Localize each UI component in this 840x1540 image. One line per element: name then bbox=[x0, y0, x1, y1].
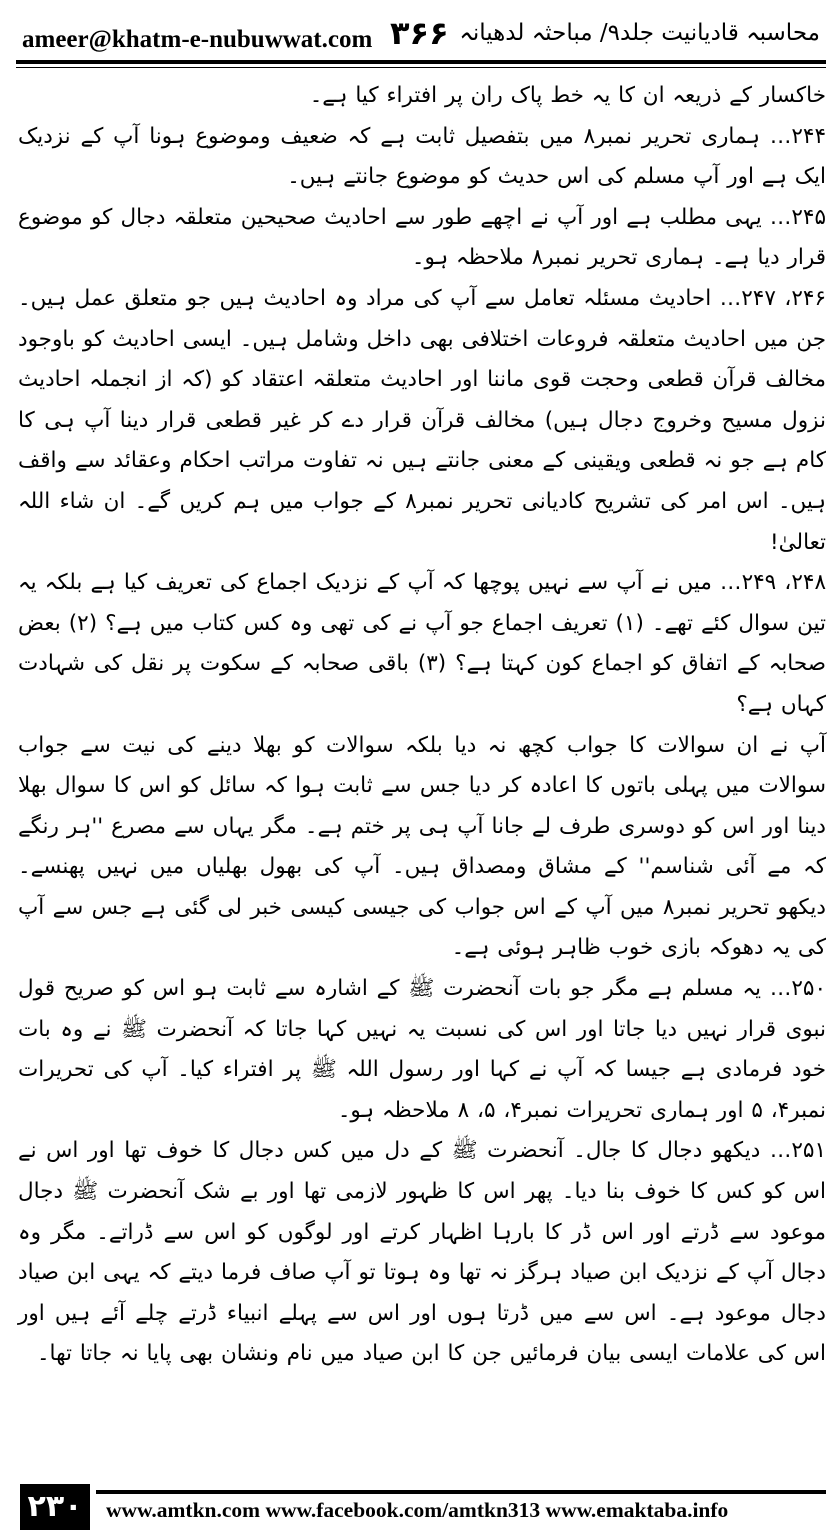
header-email[interactable]: ameer@khatm-e-nubuwwat.com bbox=[22, 26, 373, 53]
paragraph-248-249: ۲۴۸، ۲۴۹… میں نے آپ سے نہیں پوچھا کہ آپ کے نزدیک اجماع کی تعریف کیا ہے بلکہ یہ تین سوال کئے تھے۔ (۱) تعریف اجماع جو آپ نے کی تھی وہ کس کتاب میں ہے؟ (۲) بعض صحابہ کے اتفاق کو اجماع کون کہتا ہے؟ (۳) باقی صحابہ کے سکوت پر نقل کی شہادت کہاں ہے؟ bbox=[18, 570, 826, 717]
footer-rule bbox=[96, 1490, 826, 1494]
page-body bbox=[18, 76, 826, 1446]
paragraph-reply: آپ نے ان سوالات کا جواب کچھ نہ دیا بلکہ سوالات کو بھلا دینے کی نیت سے جواب سوالات میں پہلی باتوں کا اعادہ کر دیا جس سے ثابت ہوا کہ سائل کو اس کا سوال بھلا دینا اور اس کو دوسری طرف لے جانا آپ ہی پر ختم ہے۔ مگر یہاں سے مصرع ''ہر رنگے کہ مے آئی شناسم'' کے مشاق ومصداق ہیں۔ آپ کی بھول بھلیاں میں نہیں پھنسے۔ دیکھو تحریر نمبر۸ میں آپ کے اس جواب کی جیسی کیسی خبر لی گئی ہے جس سے آپ کی یہ دھوکہ بازی خوب ظاہر ہوئی ہے۔ bbox=[18, 732, 826, 961]
paragraph-246-247: ۲۴۶، ۲۴۷… احادیث مسئلہ تعامل سے آپ کی مراد وہ احادیث ہیں جو متعلق عمل ہیں۔ جن میں احادیث متعلقہ فروعات اختلافی بھی داخل وشامل ہیں۔ ایسی احادیث کو باوجود مخالف قرآن قطعی وحجت قوی ماننا اور احادیث متعلقہ اعتقاد کو (کہ از انجملہ احادیث نزول مسیح وخروج دجال ہیں) مخالف قرآن قرار دے کر غیر قطعی قرار دینا آپ ہی کا کام ہے جو نہ قطعی ویقینی کے معنی جانتے ہیں نہ تفاوت مراتب احکام وعقائد سے واقف ہیں۔ اس امر کی تشریح کادیانی تحریر نمبر۸ کے جواب میں ہم کریں گے۔ ان شاء اللہ تعالیٰ! bbox=[18, 285, 826, 555]
paragraph-1: خاکسار کے ذریعہ ان کا یہ خط پاک ران پر افتراء کیا ہے۔ bbox=[309, 83, 826, 108]
header-rule-thin bbox=[16, 67, 826, 68]
footer-links[interactable]: www.amtkn.com www.facebook.com/amtkn313 www.emaktaba.info bbox=[106, 1498, 729, 1522]
header-title: محاسبہ قادیانیت جلد۹/ مباحثہ لدھیانہ bbox=[459, 20, 820, 46]
paragraph-244: ۲۴۴… ہماری تحریر نمبر۸ میں بتفصیل ثابت ہے کہ ضعیف وموضوع ہونا آپ کے نزدیک ایک ہے اور آپ مسلم کی اس حدیث کو موضوع جانتے ہیں۔ bbox=[18, 123, 826, 190]
paragraph-251: ۲۵۱… دیکھو دجال کا جال۔ آنحضرت ﷺ کے دل میں کس دجال کا خوف تھا اور اس نے اس کو کس کا خوف بنا دیا۔ پھر اس کا ظہور لازمی تھا اور بے شک آنحضرت ﷺ دجال موعود سے ڈرتے اور اس ڈر کا بارہا اظہار کرتے اور لوگوں کو اس سے ڈراتے۔ مگر وہ دجال آپ کے نزدیک ابن صیاد ہرگز نہ تھا وہ ہوتا تو آپ صاف فرما دیتے کہ یہی ابن صیاد دجال موعود ہے۔ اس سے میں ڈرتا ہوں اور اس سے پہلے انبیاء ڈرتے چلے آئے ہیں اور اس کی علامات ایسی بیان فرمائیں جن کا ابن صیاد میں نام ونشان بھی پایا نہ جاتا تھا۔ bbox=[18, 1138, 826, 1367]
header-page-number: ۳۶۶ bbox=[390, 14, 449, 52]
paragraph-245: ۲۴۵… یہی مطلب ہے اور آپ نے اچھے طور سے احادیث صحیحین متعلقہ دجال کو موضوع قرار دیا ہے۔ ہماری تحریر نمبر۸ ملاحظہ ہو۔ bbox=[18, 204, 826, 271]
page-header bbox=[12, 14, 828, 60]
paragraph-250: ۲۵۰… یہ مسلم ہے مگر جو بات آنحضرت ﷺ کے اشارہ سے ثابت ہو اس کو صریح قول نبوی قرار نہیں دیا جاتا اور اس کی نسبت یہ نہیں کہا جاتا کہ آنحضرت ﷺ نے وہ بات خود فرمادی ہے جیسا کہ آپ نے کہا اور رسول اللہ ﷺ پر افتراء کیا۔ آپ کی تحریرات نمبر۴، ۵ اور ہماری تحریرات نمبر۴، ۵، ۸ ملاحظہ ہو۔ bbox=[18, 976, 826, 1123]
footer-page-number: ۲۳۰ bbox=[20, 1484, 90, 1530]
page-footer bbox=[16, 1488, 826, 1532]
header-rule-thick bbox=[16, 60, 826, 64]
